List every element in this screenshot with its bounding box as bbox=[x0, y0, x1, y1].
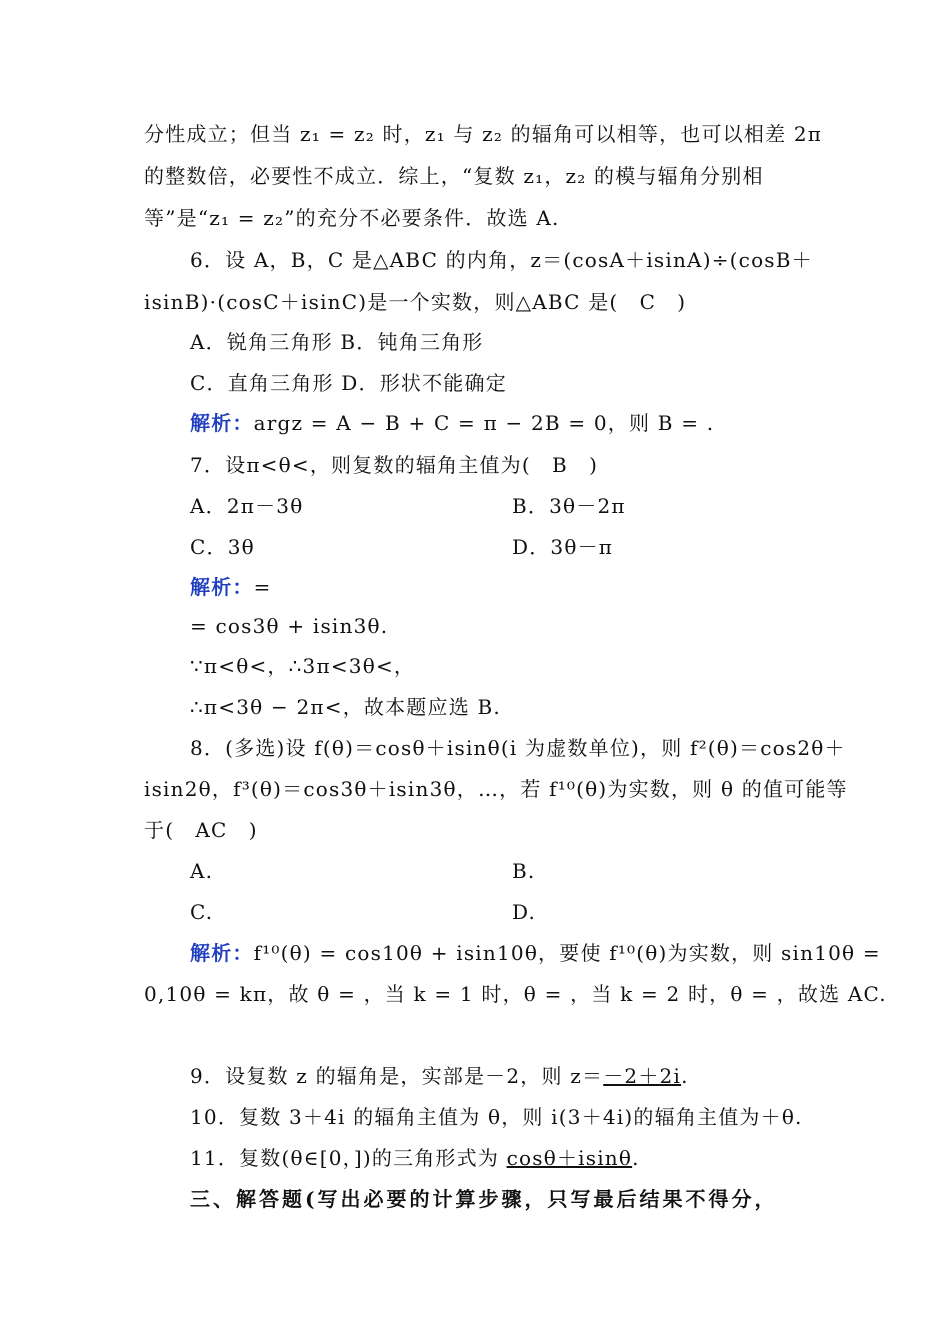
option-b: B. bbox=[512, 859, 536, 883]
option-c: C．3θ bbox=[190, 535, 255, 559]
option-line: A．锐角三角形 B．钝角三角形 bbox=[190, 330, 484, 354]
option-b: B．3θ－2π bbox=[512, 494, 626, 518]
option-row bbox=[190, 857, 536, 885]
solution-line bbox=[190, 573, 272, 601]
option-a: A. bbox=[190, 859, 214, 883]
solution-line bbox=[190, 409, 714, 437]
solution-line: ∴π<3θ − 2π<，故本题应选 B. bbox=[190, 695, 501, 719]
solution-text: argz = A − B + C = π − 2B = 0，则 B = . bbox=[253, 411, 715, 435]
text-line: 分性成立；但当 z₁ = z₂ 时，z₁ 与 z₂ 的辐角可以相等，也可以相差 2π bbox=[144, 122, 823, 146]
solution-line bbox=[190, 939, 881, 967]
option-c: C. bbox=[190, 900, 214, 924]
question-6: 6．设 A，B，C 是△ABC 的内角，z＝(cosA＋isinA)÷(cosB＋ bbox=[190, 248, 813, 272]
solution-text: f¹⁰(θ) = cos10θ + isin10θ，要使 f¹⁰(θ)为实数，则 sin10θ = bbox=[253, 941, 881, 965]
question-8-cont: isin2θ，f³(θ)＝cos3θ＋isin3θ，…，若 f¹⁰(θ)为实数，则 θ 的值可能等 bbox=[144, 777, 848, 801]
question-11 bbox=[190, 1144, 640, 1172]
option-row bbox=[190, 898, 537, 926]
question-text: . bbox=[632, 1146, 640, 1170]
answer-blank: －2＋2i bbox=[603, 1064, 682, 1088]
question-text: 11．复数(θ∈[0，])的三角形式为 bbox=[190, 1146, 507, 1170]
option-row bbox=[190, 533, 614, 561]
question-text: . bbox=[681, 1064, 689, 1088]
text-line: 的整数倍，必要性不成立．综上，“复数 z₁，z₂ 的模与辐角分别相 bbox=[144, 164, 764, 188]
option-line: C．直角三角形 D．形状不能确定 bbox=[190, 371, 507, 395]
solution-label: 解析： bbox=[190, 575, 254, 599]
option-d: D. bbox=[512, 900, 537, 924]
option-d: D．3θ－π bbox=[512, 535, 614, 559]
question-8: 8．(多选)设 f(θ)＝cosθ＋isinθ(i 为虚数单位)，则 f²(θ)＝cos2θ＋ bbox=[190, 736, 846, 760]
solution-line: 0,10θ = kπ，故 θ = ，当 k = 1 时，θ = ，当 k = 2 时，θ = ，故选 AC. bbox=[144, 982, 887, 1006]
section-heading: 三、解答题(写出必要的计算步骤，只写最后结果不得分， bbox=[190, 1187, 778, 1211]
question-6-cont: isinB)·(cosC＋isinC)是一个实数，则△ABC 是( C ) bbox=[144, 290, 687, 314]
question-9 bbox=[190, 1062, 689, 1090]
question-8-cont: 于( AC ) bbox=[144, 818, 258, 842]
answer-blank: cosθ＋isinθ bbox=[506, 1146, 633, 1170]
solution-label: 解析： bbox=[190, 411, 254, 435]
option-row bbox=[190, 492, 626, 520]
solution-text: = bbox=[253, 575, 272, 599]
question-text: 9．设复数 z 的辐角是，实部是－2，则 z＝ bbox=[190, 1064, 604, 1088]
question-7: 7．设π<θ<，则复数的辐角主值为( B ) bbox=[190, 453, 599, 477]
solution-line: = cos3θ + isin3θ. bbox=[190, 614, 389, 638]
option-a: A．2π－3θ bbox=[190, 494, 304, 518]
solution-label: 解析： bbox=[190, 941, 254, 965]
question-10: 10．复数 3＋4i 的辐角主值为 θ，则 i(3＋4i)的辐角主值为＋θ. bbox=[190, 1105, 803, 1129]
text-line: 等”是“z₁ = z₂”的充分不必要条件．故选 A. bbox=[144, 206, 560, 230]
solution-line: ∵π<θ<，∴3π<3θ<， bbox=[190, 654, 416, 678]
